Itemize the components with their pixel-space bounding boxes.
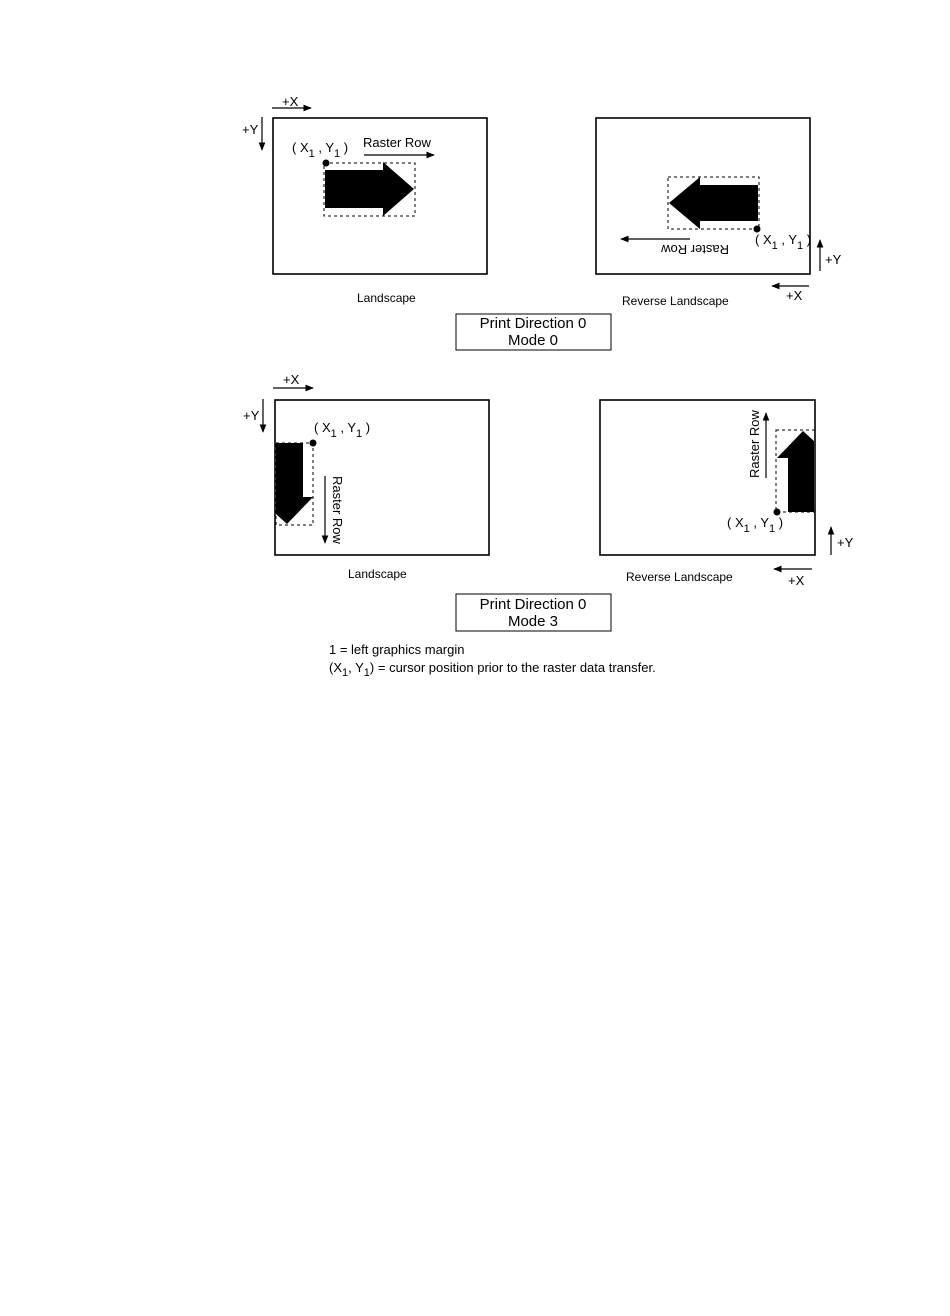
legend-notes — [329, 642, 656, 679]
mode-caption-box — [456, 594, 611, 631]
mode-caption-box — [456, 314, 611, 350]
note-left-graphics-margin: 1 = left graphics margin — [329, 642, 465, 657]
page-frame — [275, 400, 489, 555]
panel-caption-reverse-landscape: Reverse Landscape — [622, 294, 729, 308]
section-mode-3 — [243, 372, 854, 631]
panel-caption-reverse-landscape: Reverse Landscape — [626, 570, 733, 584]
note-cursor-position: ($X_1$, $Y_1$) = cursor position prior to the raster data transfer. — [329, 660, 656, 679]
raster-row-label-vertical: Raster Row — [330, 476, 345, 544]
section-mode-0 — [242, 94, 842, 350]
raster-direction-arrow-up — [777, 431, 814, 512]
axis-label-y: +Y — [243, 408, 260, 423]
caption-line-2: Mode 3 — [507, 613, 559, 630]
raster-direction-arrow-down — [276, 443, 313, 524]
caption-line-2: Mode 0 — [507, 332, 559, 349]
axis-label-x: +X — [788, 573, 805, 588]
raster-row-label-vertical: Raster Row — [747, 410, 762, 478]
page-frame — [600, 400, 815, 555]
panel-caption-landscape: Landscape — [348, 567, 407, 581]
raster-direction-arrow-left — [669, 177, 758, 229]
raster-direction-arrow-right — [325, 162, 414, 216]
cursor-coordinate-label: ( $X_1$ , $Y_1$ ) — [755, 232, 812, 252]
axis-label-x: +X — [282, 94, 299, 109]
raster-row-label: Raster Row — [363, 135, 431, 150]
panel-reverse-landscape-mode-3 — [600, 400, 854, 588]
axis-label-x: +X — [283, 372, 300, 387]
axis-label-y: +Y — [242, 122, 259, 137]
cursor-coordinate-label: ( $X_1$ , $Y_1$ ) — [314, 420, 371, 440]
panel-landscape-mode-0 — [242, 94, 487, 305]
caption-line-1: Print Direction 0 — [479, 596, 587, 613]
panel-landscape-mode-3 — [243, 372, 489, 581]
panel-caption-landscape: Landscape — [357, 291, 416, 305]
axis-label-y: +Y — [837, 535, 854, 550]
cursor-coordinate-label: ( $X_1$ , $Y_1$ ) — [292, 140, 349, 160]
axis-label-y: +Y — [825, 252, 842, 267]
raster-row-label-inverted: Raster Row — [661, 242, 729, 257]
panel-reverse-landscape-mode-0 — [596, 118, 842, 308]
axis-label-x: +X — [786, 288, 803, 303]
caption-line-1: Print Direction 0 — [479, 315, 587, 332]
cursor-coordinate-label: ( $X_1$ , $Y_1$ ) — [727, 515, 784, 535]
